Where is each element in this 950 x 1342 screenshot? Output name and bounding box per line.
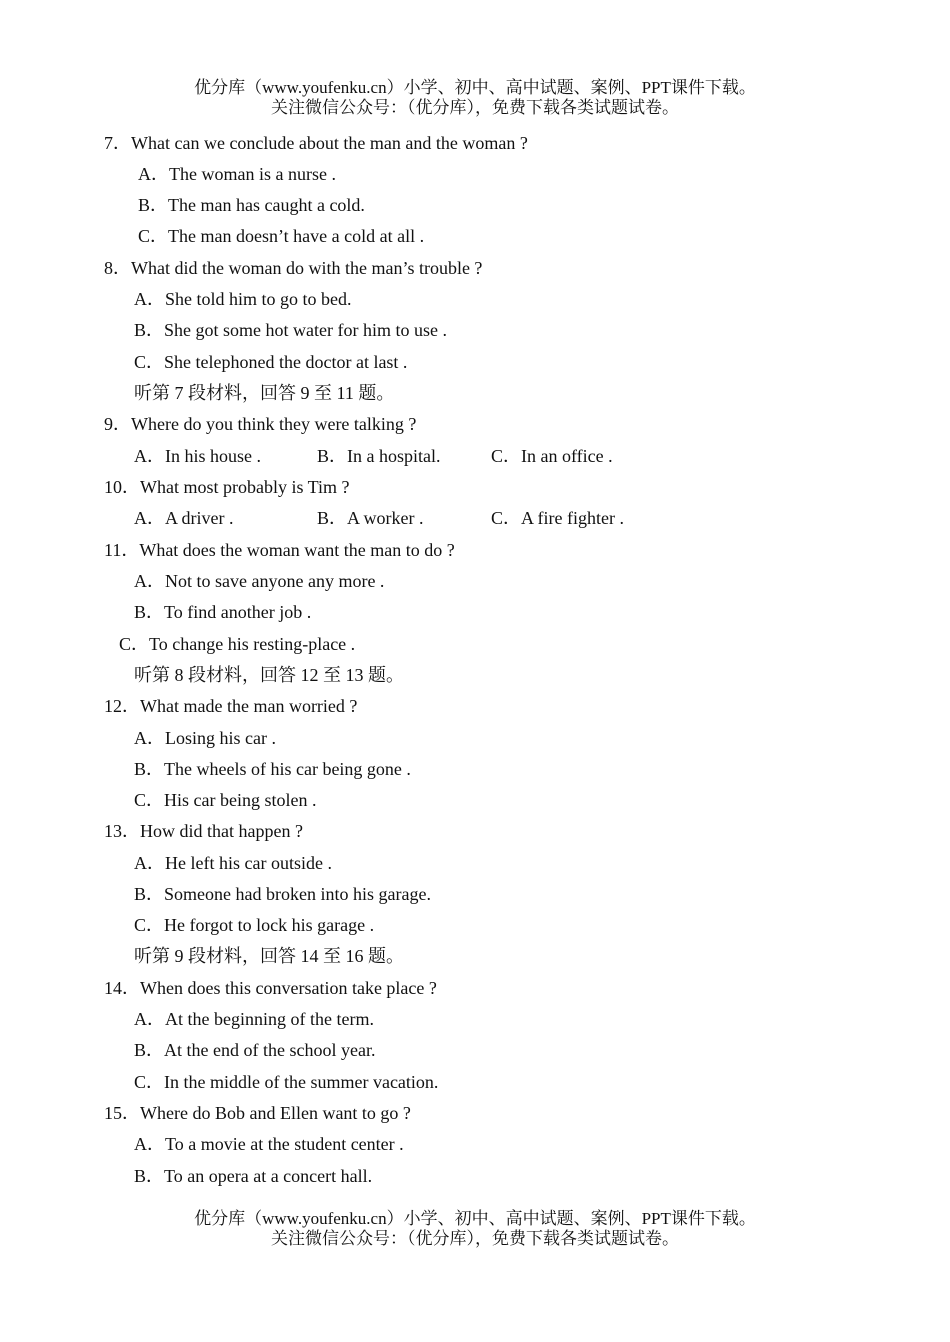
q11-option-c: C．To change his resting-place . bbox=[119, 634, 356, 654]
q8-option-c: C．She telephoned the doctor at last . bbox=[134, 352, 408, 372]
question-11: 11．What does the woman want the man to do ? bbox=[104, 540, 455, 560]
q8-option-b: B．She got some hot water for him to use . bbox=[134, 320, 447, 340]
q12-option-a: A．Losing his car . bbox=[134, 728, 276, 748]
header-line-1: 优分库（www.youfenku.cn）小学、初中、高中试题、案例、PPT课件下载。 bbox=[194, 78, 756, 97]
q7-option-a: A．The woman is a nurse . bbox=[138, 164, 336, 184]
footer-line-2: 关注微信公众号：（优分库），免费下载各类试题试卷。 bbox=[271, 1229, 679, 1248]
question-13: 13．How did that happen ? bbox=[104, 821, 303, 841]
question-8: 8．What did the woman do with the man’s trouble ? bbox=[104, 258, 483, 278]
q14-option-b: B．At the end of the school year. bbox=[134, 1040, 376, 1060]
section-8-instruction: 听第 8 段材料，回答 12 至 13 题。 bbox=[134, 665, 404, 685]
q14-option-c: C．In the middle of the summer vacation. bbox=[134, 1072, 439, 1092]
q11-option-a: A．Not to save anyone any more . bbox=[134, 571, 385, 591]
q7-option-b: B．The man has caught a cold. bbox=[138, 195, 365, 215]
q12-option-b: B．The wheels of his car being gone . bbox=[134, 759, 411, 779]
header-line-2: 关注微信公众号：（优分库），免费下载各类试题试卷。 bbox=[271, 98, 679, 117]
page-footer bbox=[0, 1209, 950, 1249]
q13-option-a: A．He left his car outside . bbox=[134, 853, 332, 873]
page-header bbox=[0, 78, 950, 118]
question-9: 9．Where do you think they were talking ? bbox=[104, 414, 417, 434]
q10-option-c: C．A fire fighter . bbox=[491, 508, 624, 528]
q8-option-a: A．She told him to go to bed. bbox=[134, 289, 352, 309]
q7-option-c: C．The man doesn’t have a cold at all . bbox=[138, 226, 425, 246]
q11-option-b: B．To find another job . bbox=[134, 602, 312, 622]
q9-option-a: A．In his house . bbox=[134, 446, 261, 466]
q9-option-c: C．In an office . bbox=[491, 446, 613, 466]
question-12: 12．What made the man worried ? bbox=[104, 696, 358, 716]
q15-option-b: B．To an opera at a concert hall. bbox=[134, 1166, 373, 1186]
question-7: 7．What can we conclude about the man and the woman ? bbox=[104, 133, 528, 153]
question-10: 10．What most probably is Tim ? bbox=[104, 477, 350, 497]
q10-option-b: B．A worker . bbox=[317, 508, 424, 528]
q12-option-c: C．His car being stolen . bbox=[134, 790, 317, 810]
section-9-instruction: 听第 9 段材料，回答 14 至 16 题。 bbox=[134, 946, 404, 966]
q14-option-a: A．At the beginning of the term. bbox=[134, 1009, 374, 1029]
q15-option-a: A．To a movie at the student center . bbox=[134, 1134, 404, 1154]
q10-option-a: A．A driver . bbox=[134, 508, 234, 528]
q13-option-b: B．Someone had broken into his garage. bbox=[134, 884, 431, 904]
section-7-instruction: 听第 7 段材料，回答 9 至 11 题。 bbox=[134, 383, 395, 403]
q13-option-c: C．He forgot to lock his garage . bbox=[134, 915, 375, 935]
q9-option-b: B．In a hospital. bbox=[317, 446, 441, 466]
footer-line-1: 优分库（www.youfenku.cn）小学、初中、高中试题、案例、PPT课件下载。 bbox=[194, 1209, 756, 1228]
question-15: 15．Where do Bob and Ellen want to go ? bbox=[104, 1103, 411, 1123]
question-14: 14．When does this conversation take place ? bbox=[104, 978, 437, 998]
